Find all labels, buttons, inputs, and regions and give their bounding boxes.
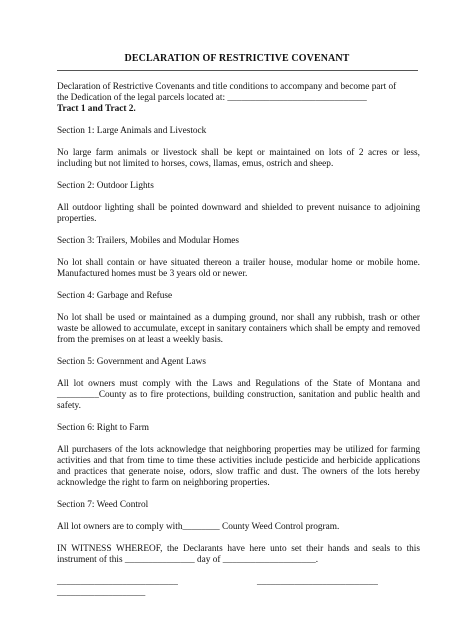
document-body bbox=[57, 82, 420, 599]
section-1-body: No large farm animals or livestock shall be kept or maintained on lots of 2 acres or less, including but not limited to horses, cows, llamas, emus, ostrich and sheep. bbox=[57, 148, 420, 169]
intro-paragraph bbox=[57, 82, 420, 115]
section-2-heading: Section 2: Outdoor Lights bbox=[57, 181, 154, 191]
signature-row bbox=[57, 577, 420, 588]
section-5-body: All lot owners must comply with the Laws and Regulations of the State of Montana and _________County as to fire protections, building construction, sanitation and public health and safety. bbox=[57, 379, 420, 411]
title-divider bbox=[57, 70, 418, 71]
section-7-heading: Section 7: Weed Control bbox=[57, 500, 149, 510]
section-1-heading: Section 1: Large Animals and Livestock bbox=[57, 126, 207, 136]
section-4-body: No lot shall be used or maintained as a dumping ground, nor shall any rubbish, trash or other waste be allowed to accumulate, except in sanitary containers which shall be empty and removed from the premises on at least a weekly basis. bbox=[57, 313, 420, 345]
signature-line-left: __________________________ bbox=[57, 577, 178, 587]
section-3-heading: Section 3: Trailers, Mobiles and Modular Homes bbox=[57, 236, 240, 246]
section-6-heading: Section 6: Right to Farm bbox=[57, 423, 149, 433]
witness-paragraph: IN WITNESS WHEREOF, the Declarants have here unto set their hands and seals to this instrument of this _______________ day of ____________________. bbox=[57, 544, 420, 565]
signature-line-below: ___________________ bbox=[57, 588, 146, 598]
tract-label: Tract 1 and Tract 2. bbox=[57, 104, 136, 114]
section-5-heading: Section 5: Government and Agent Laws bbox=[57, 357, 206, 367]
section-6-body: All purchasers of the lots acknowledge that neighboring properties may be utilized for farming activities and that from time to time these activities include pesticide and herbicide applications and practices that generate noise, odors, slow traffic and dust. The owners of the lots hereby acknowledge the right to farm on neighboring properties. bbox=[57, 445, 420, 488]
section-7-body: All lot owners are to comply with________ County Weed Control program. bbox=[57, 522, 340, 532]
intro-line-1: Declaration of Restrictive Covenants and title conditions to accompany and become part of bbox=[57, 82, 397, 92]
document-title: DECLARATION OF RESTRICTIVE COVENANT bbox=[124, 53, 350, 64]
section-3-body: No lot shall contain or have situated thereon a trailer house, modular home or mobile home. Manufactured homes must be 3 years old or newer. bbox=[57, 258, 420, 279]
signature-line-right: __________________________ bbox=[257, 577, 378, 587]
section-2-body: All outdoor lighting shall be pointed downward and shielded to prevent nuisance to adjoining properties. bbox=[57, 203, 420, 224]
section-4-heading: Section 4: Garbage and Refuse bbox=[57, 291, 173, 301]
intro-line-2: the Dedication of the legal parcels located at: ______________________________ bbox=[57, 93, 367, 103]
